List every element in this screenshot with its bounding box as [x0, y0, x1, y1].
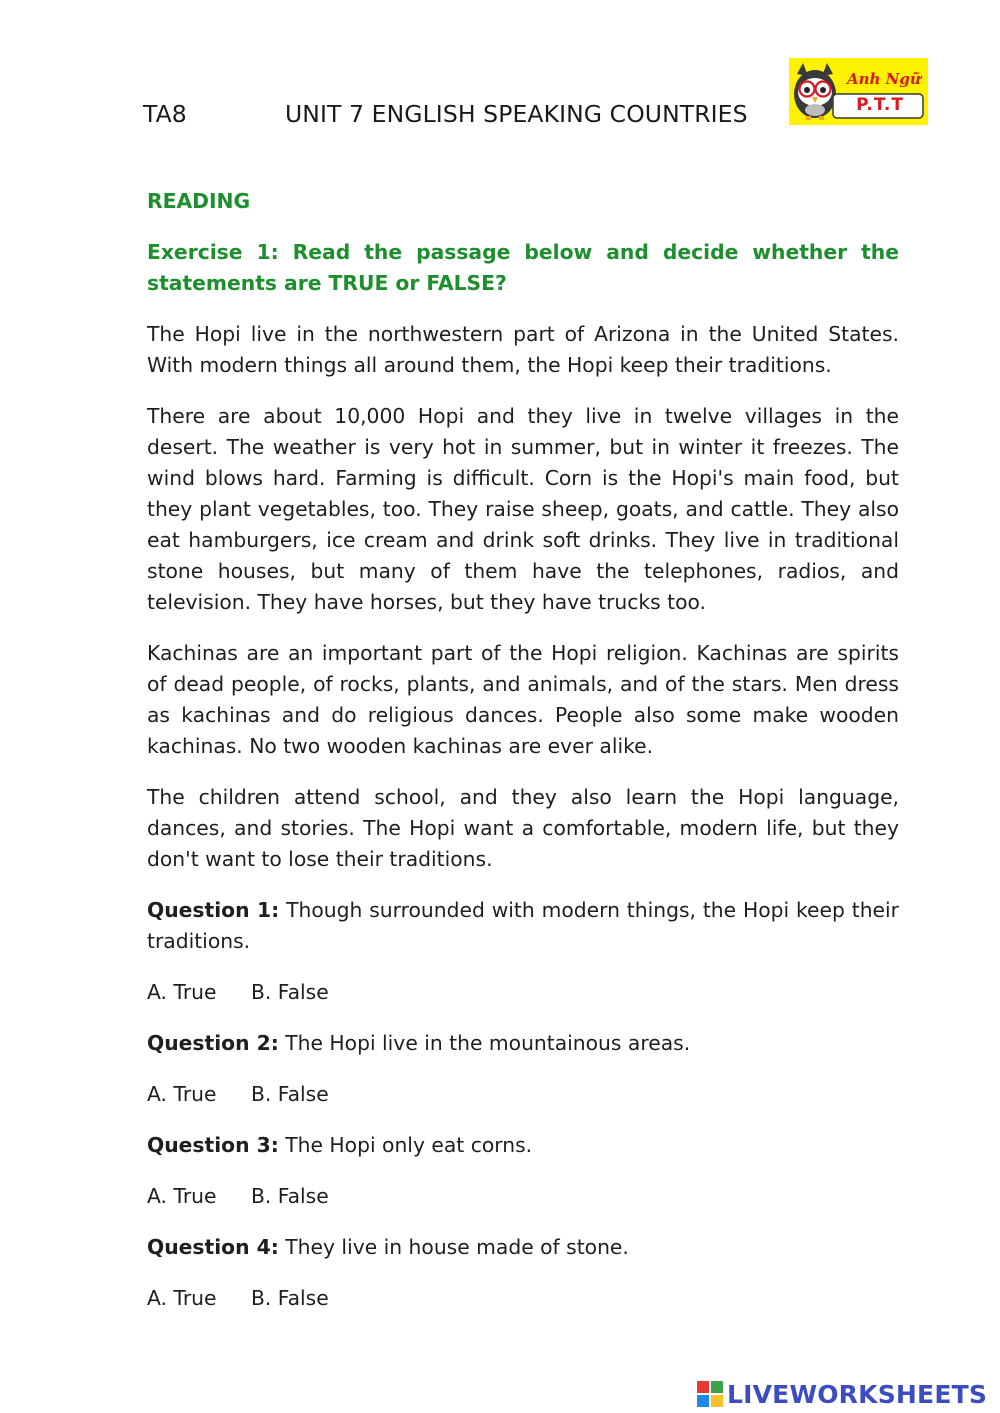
school-logo	[789, 58, 928, 125]
question-2-options	[147, 1079, 899, 1110]
question-3-label: Question 3:	[147, 1133, 279, 1157]
question-3-option-false[interactable]: B. False	[251, 1184, 329, 1208]
question-4-option-false[interactable]: B. False	[251, 1286, 329, 1310]
question-1	[147, 895, 899, 957]
question-4-option-true[interactable]: A. True	[147, 1286, 217, 1310]
question-1-option-true[interactable]: A. True	[147, 980, 217, 1004]
passage-paragraph-2: There are about 10,000 Hopi and they live in twelve villages in the desert. The weather is very hot in summer, but in winter it freezes. The wind blows hard. Farming is difficult. Corn is the Hopi's main food, but they plant vegetables, too. They raise sheep, goats, and cattle. They also eat hamburgers, ice cream and drink soft drinks. They live in traditional stone houses, but many of them have the telephones, radios, and television. They have horses, but they have trucks too.	[147, 404, 899, 614]
question-3-text: The Hopi only eat corns.	[278, 1133, 533, 1157]
exercise-instruction: Exercise 1: Read the passage below and decide whether the statements are TRUE or FALSE?	[147, 240, 899, 295]
question-3	[147, 1130, 899, 1161]
question-4	[147, 1232, 899, 1263]
worksheet-content	[147, 186, 899, 1334]
passage-paragraph-4: The children attend school, and they also learn the Hopi language, dances, and stories. The Hopi want a comfortable, modern life, but they don't want to lose their traditions.	[147, 785, 899, 871]
question-2-option-false[interactable]: B. False	[251, 1082, 329, 1106]
question-4-options	[147, 1283, 899, 1314]
question-3-option-true[interactable]: A. True	[147, 1184, 217, 1208]
question-3-options	[147, 1181, 899, 1212]
liveworksheets-grid-icon	[697, 1381, 723, 1407]
section-title: READING	[147, 189, 251, 213]
question-1-options	[147, 977, 899, 1008]
question-2	[147, 1028, 899, 1059]
question-2-option-true[interactable]: A. True	[147, 1082, 217, 1106]
question-2-text: The Hopi live in the mountainous areas.	[278, 1031, 691, 1055]
footer-brand-text: LIVEWORKSHEETS	[727, 1379, 988, 1409]
logo-line2: P.T.T	[856, 95, 904, 115]
question-4-label: Question 4:	[147, 1235, 279, 1259]
question-1-option-false[interactable]: B. False	[251, 980, 329, 1004]
passage-paragraph-3: Kachinas are an important part of the Hopi religion. Kachinas are spirits of dead people, of rocks, plants, and animals, and of the stars. Men dress as kachinas and do religious dances. People also some make wooden kachinas. No two wooden kachinas are ever alike.	[147, 641, 899, 758]
unit-title: UNIT 7 ENGLISH SPEAKING COUNTRIES	[285, 100, 748, 128]
logo-line1: Anh Ngữ	[847, 70, 921, 88]
question-4-text: They live in house made of stone.	[278, 1235, 629, 1259]
question-1-text: Though surrounded with modern things, the Hopi keep their traditions.	[147, 898, 900, 953]
question-1-label: Question 1:	[147, 898, 280, 922]
question-2-label: Question 2:	[147, 1031, 279, 1055]
footer-brand	[697, 1376, 987, 1412]
passage-paragraph-1: The Hopi live in the northwestern part of Arizona in the United States. With modern things all around them, the Hopi keep their traditions.	[147, 322, 899, 377]
course-code: TA8	[143, 100, 187, 128]
